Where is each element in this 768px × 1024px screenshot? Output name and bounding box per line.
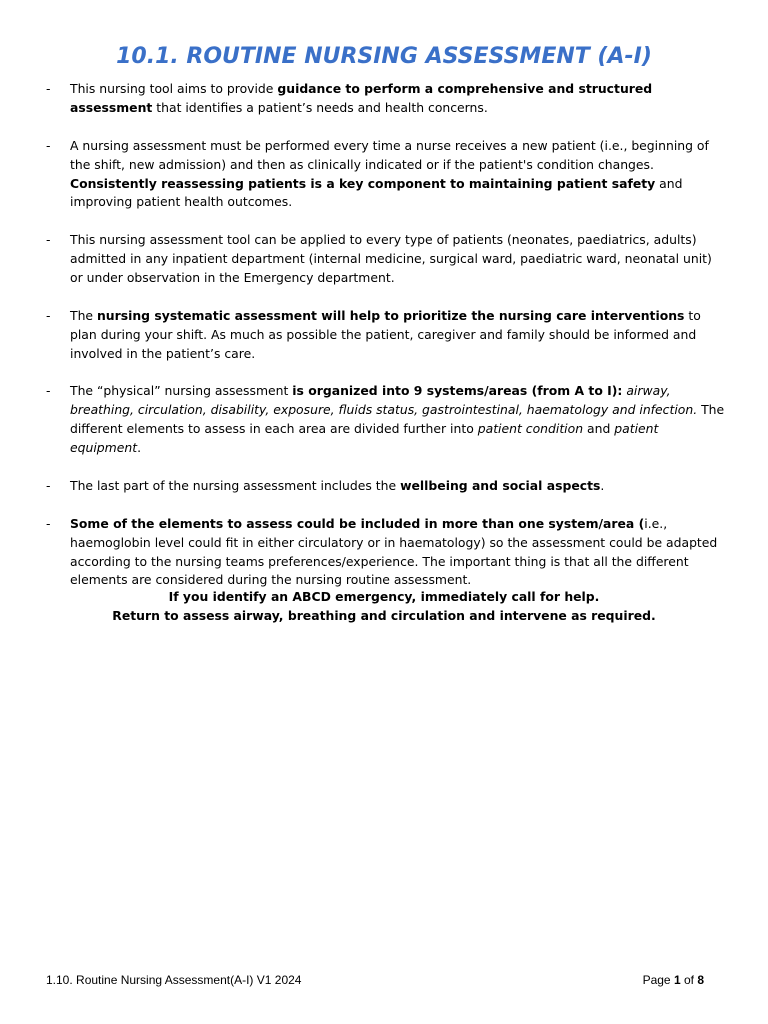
bullet-text-segment: . — [600, 477, 605, 493]
footer-doc-ref: 1.10. Routine Nursing Assessment(A-I) V1 2024 — [46, 973, 302, 987]
bullet-text-segment: nursing systematic assessment will help to prioritize the nursing care interventions — [96, 307, 685, 323]
bullet-item — [46, 80, 726, 118]
bullet-text-segment: that identifies a patient’s needs and health concerns. — [152, 99, 488, 115]
bullet-dash: - — [46, 383, 51, 399]
bullet-text-segment: The last part of the nursing assessment includes the — [70, 477, 401, 493]
bullet-dash: - — [46, 232, 51, 248]
bullet-text-segment: and — [583, 421, 615, 437]
bullet-text-segment: is organized into 9 systems/areas (from A to I): — [292, 383, 623, 399]
bullet-dash: - — [46, 515, 51, 531]
bullet-text-segment: This nursing tool aims to provide — [70, 81, 278, 96]
bullet-item — [46, 137, 726, 213]
bullet-list — [46, 80, 726, 609]
bullet-item — [46, 382, 726, 458]
bullet-text-segment: Some of the elements to assess could be included in more than one system/area ( — [70, 515, 645, 531]
page-title: 10.1. ROUTINE NURSING ASSESSMENT (A-I) — [116, 44, 652, 69]
bullet-dash: - — [46, 307, 51, 323]
bullet-text-segment: The — [70, 307, 97, 323]
bullet-text-segment: . — [137, 440, 142, 456]
bullet-text-segment: and improving patient health outcomes. — [70, 175, 683, 210]
bullet-text-segment: wellbeing and social aspects — [400, 477, 601, 493]
bullet-text-segment: to plan during your shift. As much as possible the patient, caregiver and family should be informed and involved in the patient’s care. — [70, 307, 701, 361]
bullet-dash: - — [46, 81, 51, 96]
bullet-text-segment: guidance to perform a comprehensive and structured assessment — [70, 81, 653, 115]
bullet-dash: - — [46, 477, 51, 493]
page-current: 1 — [673, 973, 681, 987]
bullet-text-segment: i.e., haemoglobin level could fit in either circulatory or in haematology) so the assessment could be adapted according to the nursing teams preferences/experience. The important thing is that all the different elements are considered during the nursing routine assessment. — [70, 515, 718, 588]
emergency-line-1: If you identify an ABCD emergency, immediately call for help. — [168, 589, 600, 604]
bullet-dash: - — [46, 137, 51, 153]
bullet-text-segment: A nursing assessment must be performed every time a nurse receives a new patient (i.e., beginning of the shift, new admission) and then as clinically indicated or if the patient's condition changes. — [70, 137, 709, 172]
bullet-text-segment: The “physical” nursing assessment — [70, 383, 293, 399]
bullet-text-segment: Consistently reassessing patients is a key component to maintaining patient safety — [70, 175, 656, 191]
footer-page-number — [643, 973, 704, 987]
bullet-item — [46, 477, 726, 496]
bullet-item — [46, 231, 726, 288]
bullet-text-segment: The different elements to assess in each area are divided further into — [70, 402, 725, 437]
emergency-line-2: Return to assess airway, breathing and circulation and intervene as required. — [112, 607, 656, 623]
bullet-text-segment: This nursing assessment tool can be applied to every type of patients (neonates, paediatrics, adults) admitted in any inpatient department (internal medicine, surgical ward, paediatric ward, neonatal unit) or under observation in the Emergency department. — [70, 232, 712, 286]
bullet-text-segment: patient condition — [477, 421, 584, 437]
page-prefix: Page — [642, 973, 674, 987]
bullet-text-segment: patient equipment — [70, 421, 659, 456]
bullet-item — [46, 307, 726, 364]
page-of: of — [680, 973, 698, 987]
page-total: 8 — [697, 973, 704, 987]
emergency-notice — [0, 588, 768, 626]
bullet-text-segment: airway, breathing, circulation, disability, exposure, fluids status, gastrointestinal, haematology and infection. — [70, 383, 698, 418]
bullet-item — [46, 515, 726, 591]
